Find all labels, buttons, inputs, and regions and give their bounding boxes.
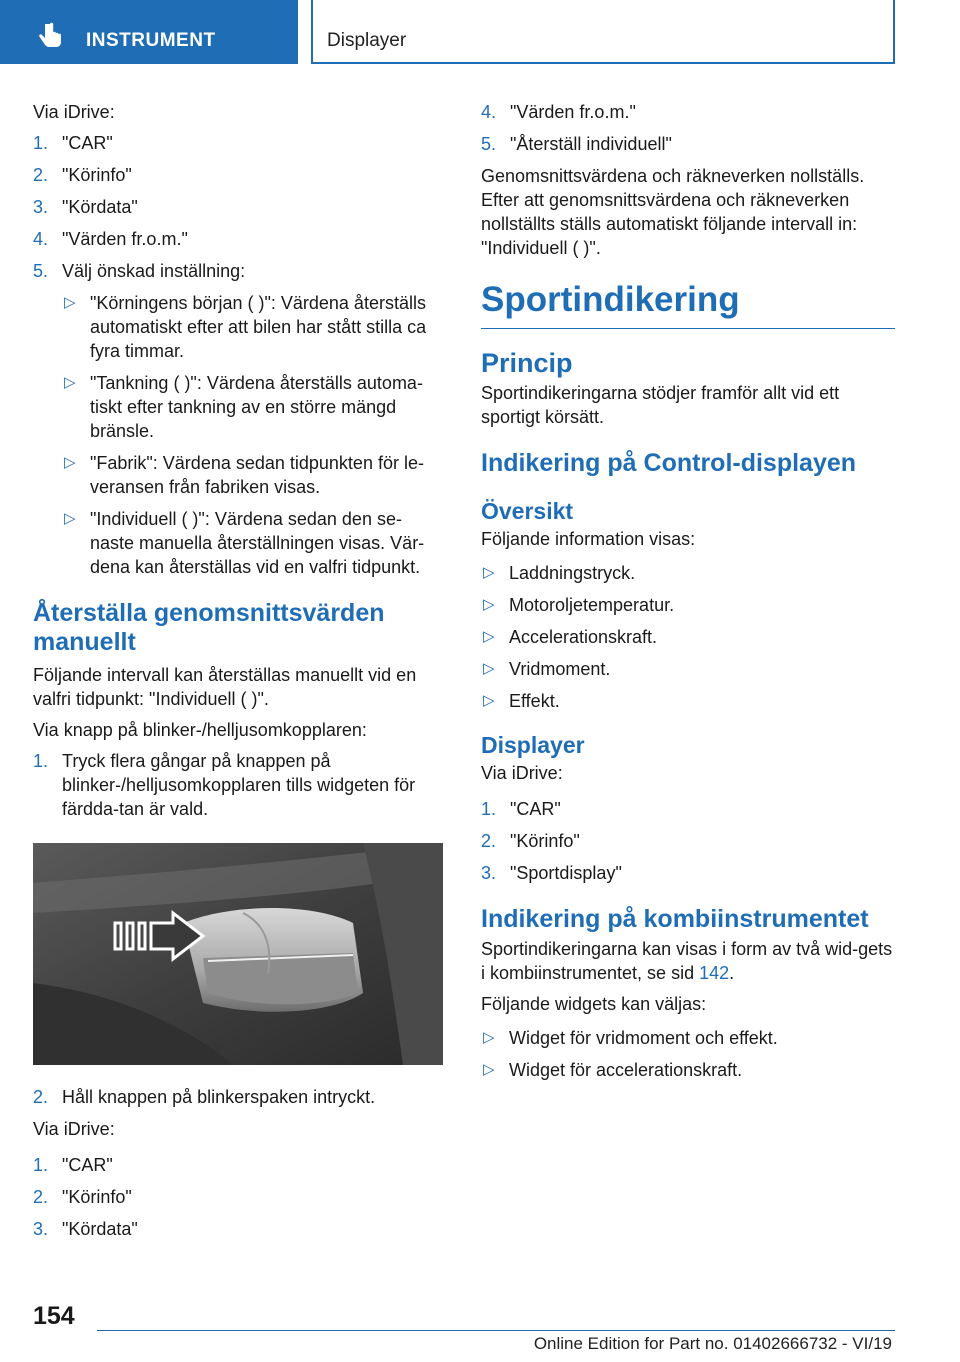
list-item: 1. "CAR" <box>33 1155 113 1175</box>
idrive-steps-list-2 <box>33 1153 445 1241</box>
list-item: 2. Håll knappen på blinkerspaken intryckt. <box>33 1087 376 1107</box>
reset-steps-list <box>33 749 445 821</box>
info-list <box>481 561 895 713</box>
right-column <box>481 100 895 1090</box>
triangle-bullet-icon: ▷ <box>64 510 76 527</box>
paragraph: Följande intervall kan återställas manuellt vid en valfri tidpunkt: "Individuell ( )". <box>33 665 417 709</box>
paragraph: Följande widgets kan väljas: <box>481 994 707 1014</box>
list-item: ▷ Widget för accelerationskraft. <box>483 1060 743 1080</box>
section-title: INSTRUMENT <box>86 30 216 51</box>
settings-options-list <box>62 291 445 579</box>
triangle-bullet-icon: ▷ <box>483 660 495 677</box>
list-item: ▷ Motoroljetemperatur. <box>483 595 675 615</box>
section-heading: Indikering på Control-displayen <box>481 449 857 477</box>
list-item: 1. "CAR" <box>481 799 561 819</box>
list-item: 5. Välj önskad inställning: <box>33 261 246 281</box>
list-item: 2. "Körinfo" <box>33 1187 132 1207</box>
paragraph: Följande information visas: <box>481 529 696 549</box>
list-item: ▷ "Fabrik": Värdena sedan tidpunkten för le-veransen från fabriken visas. <box>64 453 424 497</box>
list-item: 3. "Kördata" <box>33 197 138 217</box>
triangle-bullet-icon: ▷ <box>64 374 76 391</box>
triangle-bullet-icon: ▷ <box>483 628 495 645</box>
list-item: ▷ Laddningstryck. <box>483 563 636 583</box>
section-heading: Indikering på kombiinstrumentet <box>481 905 869 933</box>
list-item: 1. Tryck flera gångar på knappen på blinker-/helljusomkopplaren tills widgeten för färdda-tan är vald. <box>33 751 416 819</box>
page-number: 154 <box>33 1302 75 1330</box>
list-item: ▷ "Körningens början ( )": Värdena återställs automatiskt efter att bilen har stått stilla ca fyra timmar. <box>64 293 427 361</box>
triangle-bullet-icon: ▷ <box>483 1029 495 1046</box>
list-item: 3. "Sportdisplay" <box>481 863 622 883</box>
list-item: 4. "Värden fr.o.m." <box>33 229 188 249</box>
section-heading: Återställa genomsnittsvärden manuellt <box>33 599 385 656</box>
list-item: 2. "Körinfo" <box>481 831 580 851</box>
paragraph: Sportindikeringarna kan visas i form av två wid-gets i kombiinstrumentet, se sid 142. <box>481 939 893 983</box>
list-item: ▷ Accelerationskraft. <box>483 627 658 647</box>
footer-divider <box>97 1330 895 1331</box>
list-item: 3. "Kördata" <box>33 1219 138 1239</box>
triangle-bullet-icon: ▷ <box>64 454 76 471</box>
footer-edition: Online Edition for Part no. 01402666732 - VI/19 <box>533 1334 892 1353</box>
paragraph: Via iDrive: <box>33 1119 115 1139</box>
left-column <box>33 100 445 1249</box>
page-header <box>0 0 960 66</box>
chapter-heading: Sportindikering <box>481 278 895 329</box>
section-tab <box>0 0 298 64</box>
stalk-button-illustration <box>33 843 443 1065</box>
list-item: 2. "Körinfo" <box>33 165 132 185</box>
paragraph: Via knapp på blinker-/helljusomkopplaren: <box>33 720 367 740</box>
triangle-bullet-icon: ▷ <box>483 692 495 709</box>
paragraph: Via iDrive: <box>481 763 563 783</box>
section-heading: Princip <box>481 348 573 378</box>
list-item: ▷ "Tankning ( )": Värdena återställs automa-tiskt efter tankning av en större mängd bränsle. <box>64 373 423 441</box>
list-item: 4. "Värden fr.o.m." <box>481 102 636 122</box>
triangle-bullet-icon: ▷ <box>483 1061 495 1078</box>
list-item: ▷ Widget för vridmoment och effekt. <box>483 1028 778 1048</box>
reset-steps-list-cont <box>33 1085 445 1109</box>
list-item: ▷ Effekt. <box>483 691 560 711</box>
triangle-bullet-icon: ▷ <box>64 294 76 311</box>
widgets-list <box>481 1026 895 1082</box>
paragraph: Sportindikeringarna stödjer framför allt vid ett sportigt körsätt. <box>481 383 840 427</box>
subsection-heading: Översikt <box>481 498 574 524</box>
hand-pointer-icon <box>36 22 66 52</box>
paragraph: Genomsnittsvärdena och räkneverken nollställs. Efter att genomsnittsvärdena och räkneverken nollställts ställs automatiskt följande intervall in: "Individuell ( )". <box>481 166 865 258</box>
triangle-bullet-icon: ▷ <box>483 564 495 581</box>
list-item: 5. "Återställ individuell" <box>481 134 672 154</box>
subsection-tab <box>311 0 895 64</box>
list-item: ▷ "Individuell ( )": Värdena sedan den se-naste manuella återställningen visas. Vär-dena kan återställas vid en valfri tidpunkt. <box>64 509 425 577</box>
idrive-steps-list-3 <box>481 797 895 885</box>
list-item: ▷ Vridmoment. <box>483 659 611 679</box>
idrive-steps-list <box>33 131 445 283</box>
subsection-heading: Displayer <box>481 732 585 758</box>
intro-text: Via iDrive: <box>33 102 115 122</box>
idrive-steps-continued <box>481 100 895 156</box>
subsection-title: Displayer <box>327 30 407 51</box>
list-item: 1. "CAR" <box>33 133 113 153</box>
triangle-bullet-icon: ▷ <box>483 596 495 613</box>
page-link[interactable]: 142 <box>699 963 730 983</box>
